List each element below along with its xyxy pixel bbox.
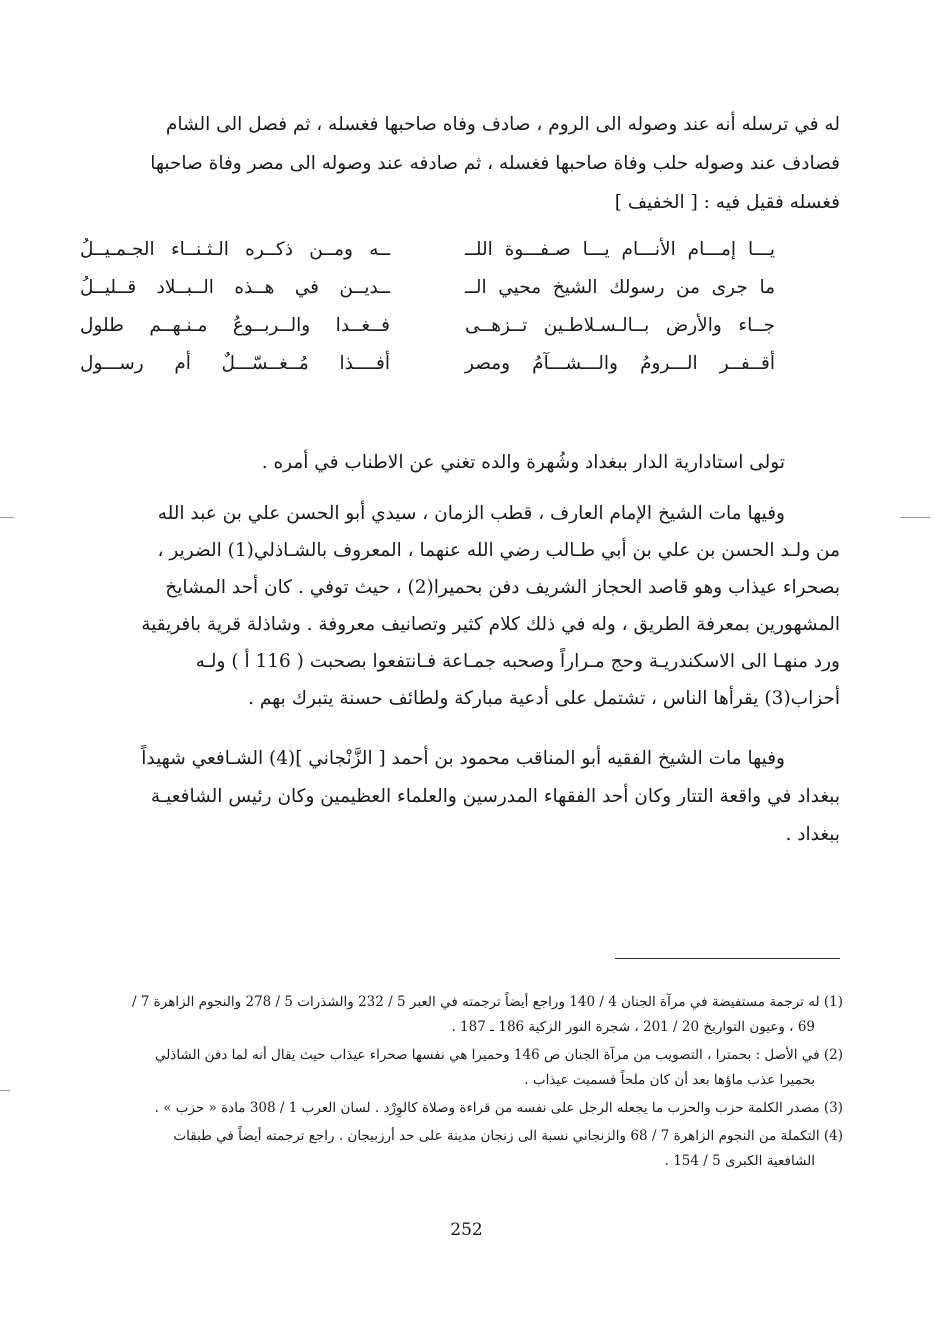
footnote-3	[75, 1096, 843, 1121]
verse-first-hemistich: يـــا إمـــام الأنـــام يـــا صـفـــوة اللــ	[465, 238, 775, 260]
verse-row	[80, 306, 775, 344]
footnote-continuation: الشافعية الكبرى 5 / 154 .	[664, 1153, 815, 1169]
footnote-text: (1) له ترجمة مستفيضة في مرآة الجنان 4 / 140 وراجع أيضاً ترجمته في العبر 5 / 232 والشذرات 5 / 278 والنجوم الزاهرة 7 /	[131, 994, 843, 1010]
verse-first-hemistich: أقــفــر الـــرومُ والـــشـــآمُ ومصر	[465, 352, 775, 374]
footnote-4	[75, 1124, 843, 1174]
footnotes	[75, 990, 843, 1177]
text-line: المشهورين بمعرفة الطريق ، وله في ذلك كلام كثير وتصانيف معروفة . وشاذلة قرية بافريقية	[141, 614, 840, 635]
footnote-text: (3) مصدر الكلمة حزب والحزب ما يجعله الرجل على نفسه من قراءة وصلاة كالوِرْد . لسان العرب 1 / 308 مادة « حزب » .	[154, 1100, 843, 1116]
verse-first-hemistich: جــاء والأرض بــالـسـلاطـين تــزهــى	[465, 314, 775, 336]
text-line: ببغداد .	[785, 824, 840, 845]
shadhili-paragraph	[80, 495, 840, 717]
istadariya-paragraph	[80, 443, 840, 482]
text-line: وفيها مات الشيخ الفقيه أبو المناقب محمود بن أحمد [ الزَّنْجاني ](4) الشـافعي شهيداً	[141, 748, 785, 769]
text-line: ببغداد في واقعة التتار وكان أحد الفقهاء المدرسين والعلماء العظيمين وكان رئيس الشافعيـة	[150, 786, 840, 807]
footnote-text: (2) في الأصل : بحمترا ، التصويب من مرآة الجنان ص 146 وحميرا هي نفسها صحراء عيذاب حيث يقال أنه لما دفن الشاذلي	[154, 1047, 843, 1063]
footnote-text: (4) التكملة من النجوم الزاهرة 7 / 68 والزنجاني نسبة الى زنجان مدينة على حد أرزبيجان . راجع ترجمته أيضاً في طبقات	[173, 1128, 843, 1144]
verse-row	[80, 230, 775, 268]
text-line: فصادف عند وصوله حلب وفاة صاحبها فغسله ، ثم صادفه عند وصوله الى مصر وفاة صاحبها	[150, 153, 840, 174]
scan-speck	[0, 1090, 10, 1091]
text-line: بصحراء عيذاب وهو قاصد الحجاز الشريف دفن بحميرا(2) ، حيث توفي . كان أحد المشايخ	[165, 577, 840, 598]
text-line: ورد منهـا الى الاسكندريـة وحج مـراراً وصحبه جمـاعة فـانتفعوا بصحبت ( 116 أ ) ولـه	[195, 651, 840, 672]
text-line: من ولـد الحسن بن علي بن أبي طـالب رضي الله عنهما ، المعروف بالشـاذلي(1) الضرير ،	[157, 540, 840, 561]
zanjani-paragraph	[80, 740, 840, 854]
footnote-2	[75, 1043, 843, 1093]
text-line: أحزاب(3) يقرأها الناس ، تشتمل على أدعية مباركة ولطائف حسنة يتبرك بهم .	[248, 688, 840, 709]
verse-row	[80, 344, 775, 382]
text-line: وفيها مات الشيخ الإمام العارف ، قطب الزمان ، سيدي أبو الحسن علي بن عبد الله	[157, 503, 785, 524]
scan-speck	[0, 517, 14, 518]
footnote-1	[75, 990, 843, 1040]
verse-second-hemistich: أفــــذا مُــغــسّـــلٌ أم رســـول	[80, 352, 390, 374]
text-line: له في ترسله أنه عند وصوله الى الروم ، صادف وفاه صاحبها فغسله ، ثم فصل الى الشام	[165, 114, 840, 135]
text-line: تولى استادارية الدار ببغداد وشُهرة والده تغني عن الاطناب في أمره .	[261, 452, 785, 473]
poem-verses	[80, 230, 775, 390]
footnote-separator	[615, 958, 840, 959]
text-line: فغسله فقيل فيه : [ الخفيف ]	[614, 192, 840, 213]
verse-row	[80, 268, 775, 306]
verse-second-hemistich: ــديــن في هــذه الــبــلاد قــليــلُ	[80, 276, 390, 298]
opening-paragraph	[80, 105, 840, 222]
scan-speck	[900, 517, 930, 518]
verse-second-hemistich: ــه ومــن ذكــره الـثـنــاء الجـمـيــلُ	[80, 238, 390, 260]
page-number: 252	[450, 1220, 483, 1240]
footnote-continuation: بحميرا عذب ماؤها بعد أن كان ملحاً فسميت عيذاب .	[524, 1072, 815, 1088]
footnote-continuation: 69 ، وعيون التواريخ 20 / 201 ، شجرة النور الزكية 186 ـ 187 .	[451, 1019, 815, 1035]
verse-first-hemistich: ما جرى من رسولك الشيخ محيي الــ	[465, 276, 775, 298]
verse-second-hemistich: فــغــدا والــربــوعُ مـنـهــم طلول	[80, 314, 390, 336]
